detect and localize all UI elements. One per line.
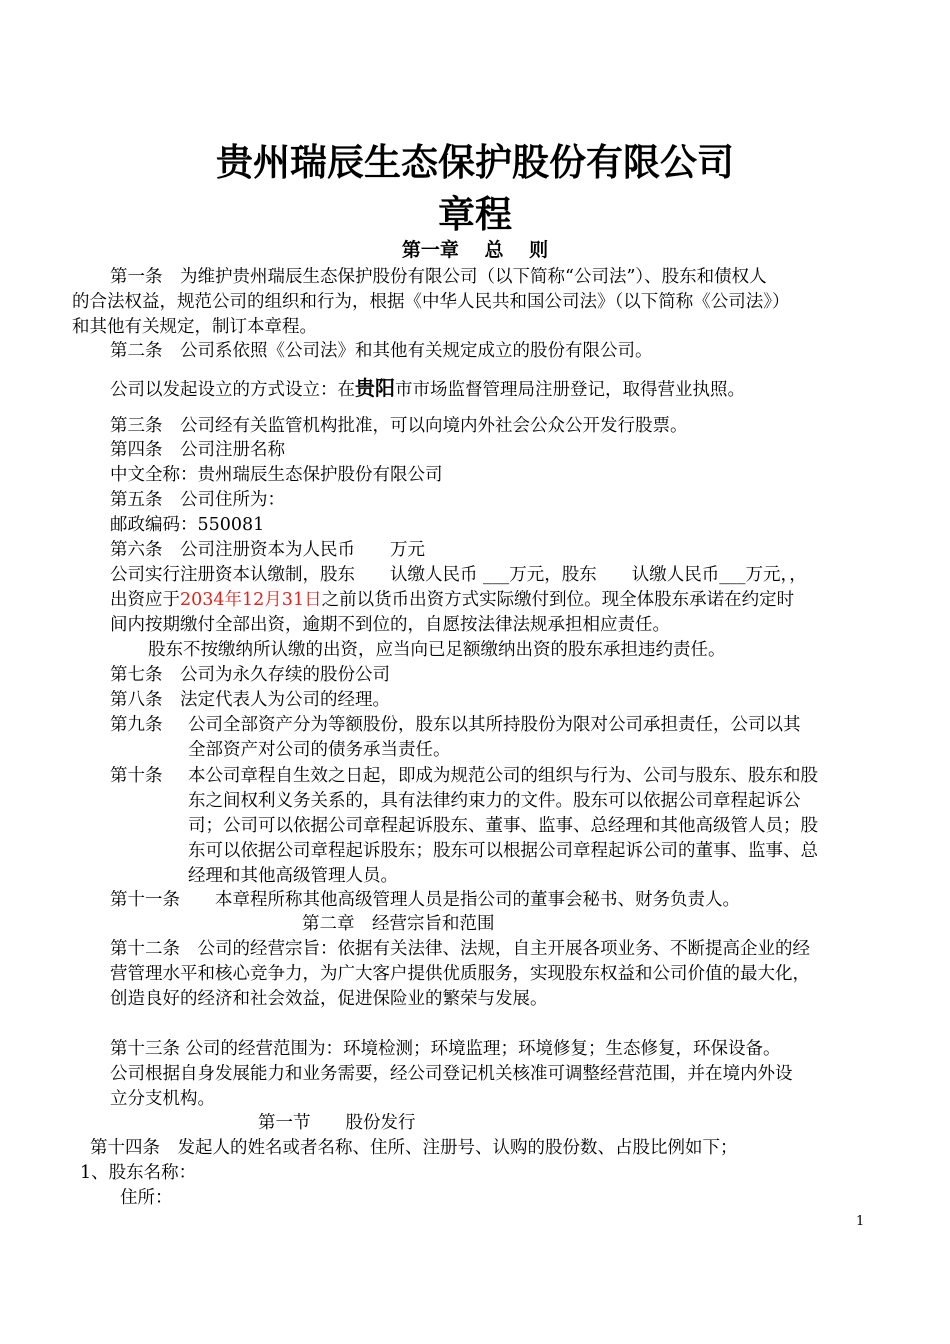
article-10-line-4: 东可以依据公司章程起诉股东；股东可以根据公司章程起诉公司的董事、监事、总 [188,841,818,861]
establishment-text-pre: 公司以发起设立的方式设立：在 [110,380,355,400]
article-8: 第八条 法定代表人为公司的经理。 [110,690,390,710]
page-number: 1 [856,1214,865,1229]
article-9-line-2: 全部资产对公司的债务承当责任。 [188,740,451,760]
article-12-line-1: 第十二条 公司的经营宗旨：依据有关法律、法规，自主开展各项业务、不断提高企业的经 [110,939,810,959]
payment-text-post: 之前以货币出资方式实际缴付到位。现全体股东承诺在约定时 [321,590,795,610]
article-10-line-5: 经理和其他高级管理人员。 [188,866,398,886]
section-1-heading: 第一节 股份发行 [258,1113,416,1133]
payment-text-pre: 出资应于 [110,590,180,610]
article-6: 第六条 公司注册资本为人民币 万元 [110,540,425,560]
article-13-line-1: 第十三条 公司的经营范围为：环境检测；环境监理；环境修复；生态修复，环保设备。 [110,1039,781,1059]
article-5: 第五条 公司住所为： [110,490,285,510]
chapter-1-heading: 第一章 总 则 [401,239,549,261]
article-9-line-1: 公司全部资产分为等额股份，股东以其所持股份为限对公司承担责任，公司以其 [188,715,801,735]
article-11: 第十一条 本章程所称其他高级管理人员是指公司的董事会秘书、财务负责人。 [110,890,740,910]
article-14: 第十四条 发起人的姓名或者名称、住所、注册号、认购的股份数、占股比例如下； [90,1138,738,1158]
article-10-line-1: 本公司章程自生效之日起，即成为规范公司的组织与行为、公司与股东、股东和股 [188,766,818,786]
article-2: 第二条 公司系依照《公司法》和其他有关规定成立的股份有限公司。 [110,341,653,361]
document-title: 章程 [438,193,512,236]
article-1-line-2: 的合法权益，规范公司的组织和行为，根据《中华人民共和国公司法》（以下简称《公司法》） [72,292,790,312]
article-2-establishment [110,376,745,402]
article-6-liability: 股东不按缴纳所认缴的出资，应当向已足额缴纳出资的股东承担违约责任。 [148,640,726,660]
article-9-label: 第九条 [110,715,163,735]
chinese-full-name: 中文全称：贵州瑞辰生态保护股份有限公司 [110,465,443,485]
establishment-text-post: 市市场监督管理局注册登记，取得营业执照。 [395,380,745,400]
article-10-line-2: 东之间权利义务关系的，具有法律约束力的文件。股东可以依据公司章程起诉公 [188,791,801,811]
article-13-line-2: 公司根据自身发展能力和业务需要，经公司登记机关核准可调整经营范围，并在境内外设 [110,1064,793,1084]
article-6-payment-deadline [110,588,794,612]
article-13-line-3: 立分支机构。 [110,1089,215,1109]
postal-code: 邮政编码：550081 [110,515,265,535]
article-1-line-3: 和其他有关规定，制订本章程。 [72,317,317,337]
article-10-label: 第十条 [110,766,163,786]
article-7: 第七条 公司为永久存续的股份公司 [110,665,390,685]
article-6-subscription: 公司实行注册资本认缴制，股东 认缴人民币 ___万元，股东 认缴人民币___万元，， [110,565,807,585]
article-12-line-2: 营管理水平和核心竞争力，为广大客户提供优质服务，实现股东权益和公司价值的最大化， [110,964,810,984]
shareholder-1-address: 住所： [120,1188,173,1208]
article-3: 第三条 公司经有关监管机构批准，可以向境内外社会公众公开发行股票。 [110,416,688,436]
registration-city: 贵阳 [355,376,395,400]
article-4: 第四条 公司注册名称 [110,440,285,460]
article-1-line-1: 第一条 为维护贵州瑞辰生态保护股份有限公司（以下简称“公司法”）、股东和债权人 [110,267,767,287]
company-title: 贵州瑞辰生态保护股份有限公司 [216,141,734,184]
article-6-commitment: 间内按期缴付全部出资，逾期不到位的，自愿按法律法规承担相应责任。 [110,615,670,635]
shareholder-1-name: 1、股东名称： [80,1163,197,1183]
article-10-line-3: 司；公司可以依据公司章程起诉股东、董事、监事、总经理和其他高级管人员；股 [188,816,818,836]
chapter-2-heading: 第二章 经营宗旨和范围 [302,914,495,934]
payment-deadline-date: 2034年12月31日 [180,590,322,610]
article-12-line-3: 创造良好的经济和社会效益，促进保险业的繁荣与发展。 [110,989,548,1009]
